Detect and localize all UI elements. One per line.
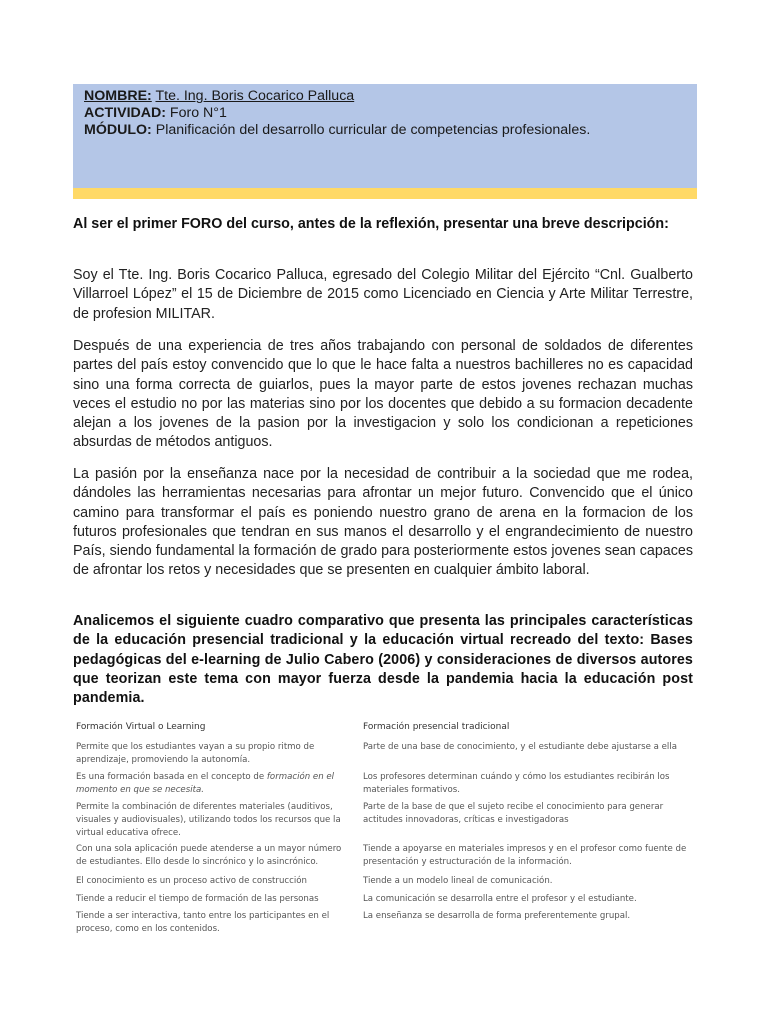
table-cell: Tiende a apoyarse en materiales impresos y en el profesor como fuente de presentación y estructuración de la información. [363,844,687,867]
nombre-row [84,88,354,105]
header-stripe [73,188,697,199]
table-cell: El conocimiento es un proceso activo de construcción [76,876,307,886]
modulo-label: MÓDULO: [84,122,152,138]
col1-header: Formación Virtual o Learning [76,722,206,732]
nombre-value: Tte. Ing. Boris Cocarico Palluca [155,88,355,104]
table-cell: La comunicación se desarrolla entre el profesor y el estudiante. [363,894,637,904]
nombre-label: NOMBRE: [84,88,152,104]
table-cell: Parte de una base de conocimiento, y el estudiante debe ajustarse a ella [363,742,677,752]
paragraph-1: Soy el Tte. Ing. Boris Cocarico Palluca, egresado del Colegio Militar del Ejército “Cnl. Gualberto Villarroel López” el 15 de Diciembre de 2015 como Licenciado en Ciencia y Arte Militar Terrestre, de profesion MILITAR. [73,267,693,322]
table-cell: Con una sola aplicación puede atenderse a un mayor número de estudiantes. Ello desde lo sincrónico y lo asincrónico. [76,844,342,867]
table-cell: Permite que los estudiantes vayan a su propio ritmo de aprendizaje, promoviendo la autonomía. [76,742,315,765]
analysis-heading: Analicemos el siguiente cuadro comparativo que presenta las principales características de la educación presencial tradicional y la educación virtual recreado del texto: Bases pedagógicas del e-learning de Julio Cabero (2006) y consideraciones de diversos autores que teorizan este tema con mayor fuerza desde la pandemia hacia la educación post pandemia. [73,613,693,707]
paragraph-3: La pasión por la enseñanza nace por la necesidad de contribuir a la sociedad que me rodea, dándoles las herramientas necesarias para afrontar un mejor futuro. Convencido que el único camino para transformar el país es poniendo nuestro grano de arena en la formacion de los futuros profesionales que tendran en sus manos el desarrollo y el engrandecimiento de nuestro País, siendo fundamental la formación de grado para posteriormente estos jovenes sean capaces de afrontar los retos y necesidades que se presenten en cualquier ámbito laboral. [73,466,693,579]
actividad-row [84,105,227,122]
intro-heading: Al ser el primer FORO del curso, antes de la reflexión, presentar una breve descripción: [73,216,669,232]
table-cell: Tiende a ser interactiva, tanto entre los participantes en el proceso, como en los contenidos. [76,911,330,934]
table-cell: Tiende a un modelo lineal de comunicación. [363,876,553,886]
table-cell: Los profesores determinan cuándo y cómo los estudiantes recibirán los materiales formativos. [363,772,670,795]
table-cell-text: Es una formación basada en el concepto de [76,772,267,782]
table-cell: La enseñanza se desarrolla de forma preferentemente grupal. [363,911,631,921]
col2-header: Formación presencial tradicional [363,722,510,732]
actividad-value: Foro N°1 [169,105,227,121]
table-cell: Permite la combinación de diferentes materiales (auditivos, visuales y audiovisuales), utilizando todos los recursos que la virtual educativa ofrece. [76,802,341,838]
actividad-label: ACTIVIDAD: [84,105,166,121]
modulo-value: Planificación del desarrollo curricular de competencias profesionales. [155,122,591,138]
table-cell: Tiende a reducir el tiempo de formación de las personas [76,894,319,904]
table-cell: Parte de la base de que el sujeto recibe el conocimiento para generar actitudes innovadoras, críticas e investigadoras [363,802,664,825]
modulo-row [84,122,590,139]
paragraph-2: Después de una experiencia de tres años trabajando con personal de soldados de diferentes partes del país estoy convencido que lo que le hace falta a nuestros bachilleres no es capacidad sino una forma correcta de guiarlos, pues la mayor parte de estos jovenes rechazan muchas veces el estudio no por las materias sino por los docentes que debido a su formacion decadente alejan a los jovenes de la pasion por la investigacion y solo los condicionan a repeticiones absurdas de métodos antiguos. [73,338,693,451]
table-cell-emphasis: formación en el momento en que se necesita. [76,772,335,795]
table-cell [76,771,346,797]
